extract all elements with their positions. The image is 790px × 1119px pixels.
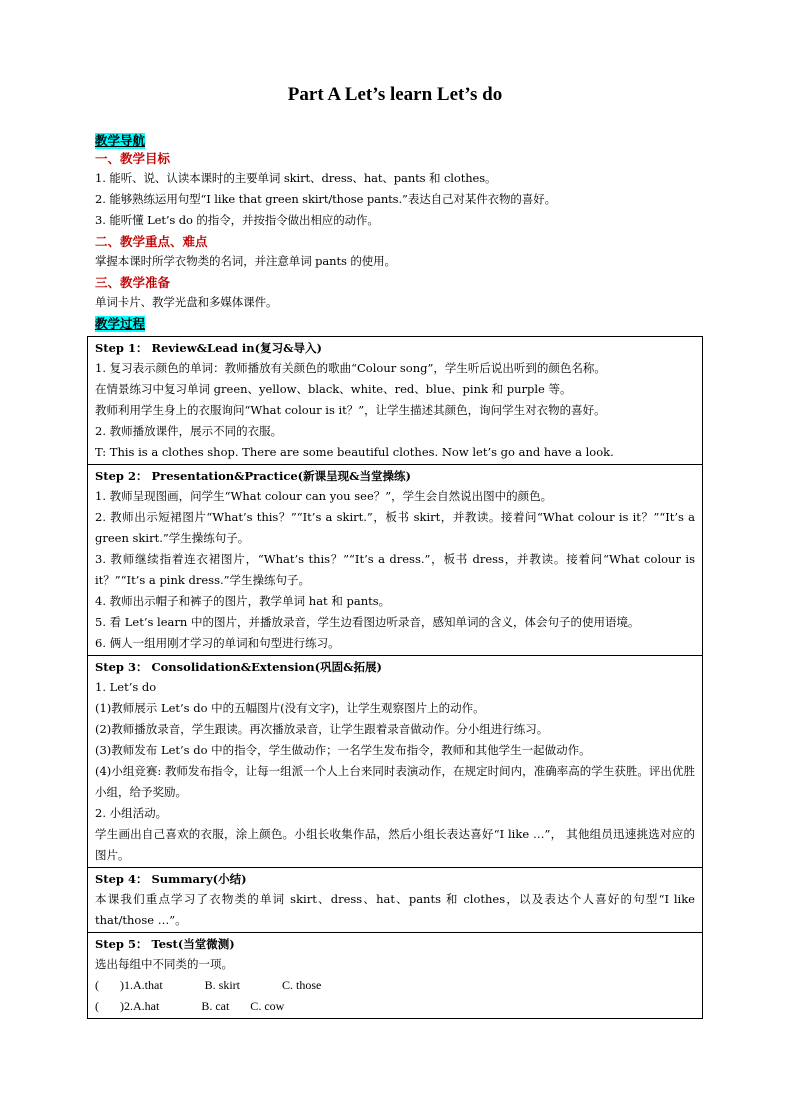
step-line: 2. 教师出示短裙图片“What’s this？”“It’s a skirt.”，板书 skirt，并教读。接着问“What colour is it？”“It’s a green skirt.”学生操练句子。: [95, 510, 695, 545]
step-line: 教师利用学生身上的衣服询问“What colour is it？”，让学生描述其颜色，询问学生对衣物的喜好。: [95, 403, 606, 417]
preparation-heading: 三、教学准备: [95, 275, 171, 290]
preparation-line: 单词卡片、教学光盘和多媒体课件。: [95, 295, 278, 309]
step-2-row: [88, 465, 703, 656]
test-question: ( )2.A.hat B. cat C. cow: [95, 999, 285, 1013]
step-line: 在情景练习中复习单词 green、yellow、black、white、red、blue、pink 和 purple 等。: [95, 382, 572, 396]
step-line: (2)教师播放录音，学生跟读。再次播放录音，让学生跟着录音做动作。分小组进行练习。: [95, 722, 549, 736]
step-2-title: Step 2： Presentation&Practice(新课呈现&当堂操练): [95, 469, 411, 483]
teaching-guide: [95, 130, 703, 331]
page-title: Part A Let’s learn Let’s do: [287, 84, 503, 105]
objectives-heading: 一、教学目标: [95, 151, 171, 166]
objective-line: 1. 能听、说、认读本课时的主要单词 skirt、dress、hat、pants 和 clothes。: [95, 171, 497, 185]
step-line: 2. 教师播放课件，展示不同的衣服。: [95, 424, 283, 438]
step-line: 5. 看 Let’s learn 中的图片，并播放录音，学生边看图边听录音，感知单词的含义，体会句子的使用语境。: [95, 615, 640, 629]
step-1-title: Step 1： Review&Lead in(复习&导入): [95, 341, 322, 355]
step-line: 1. 教师呈现图画，问学生“What colour can you see？”，学生会自然说出图中的颜色。: [95, 489, 553, 503]
step-line: T: This is a clothes shop. There are some beautiful clothes. Now let’s go and have a look.: [95, 445, 614, 459]
guide-label: 教学导航: [95, 133, 146, 148]
teaching-process-table: [87, 336, 703, 1019]
step-line: 选出每组中不同类的一项。: [95, 957, 233, 971]
test-question: ( )1.A.that B. skirt C. those: [95, 978, 322, 992]
step-line: 学生画出自己喜欢的衣服，涂上颜色。小组长收集作品，然后小组长表达喜好“I like …”， 其他组员迅速挑选对应的图片。: [95, 827, 695, 862]
step-line: 本课我们重点学习了衣物类的单词 skirt、dress、hat、pants 和 clothes，以及表达个人喜好的句型“I like that/those …”。: [95, 892, 695, 927]
process-label: 教学过程: [95, 316, 146, 331]
step-4-title: Step 4： Summary(小结): [95, 872, 247, 886]
step-line: 3. 教师继续指着连衣裙图片，“What’s this？”“It’s a dress.”，板书 dress，并教读。接着问“What colour is it？”“It’s a pink dress.”学生操练句子。: [95, 552, 695, 587]
key-point-line: 掌握本课时所学衣物类的名词，并注意单词 pants 的使用。: [95, 254, 396, 268]
step-4-row: [88, 868, 703, 933]
step-5-title: Step 5： Test(当堂微测): [95, 937, 235, 951]
step-line: 4. 教师出示帽子和裤子的图片，教学单词 hat 和 pants。: [95, 594, 391, 608]
step-3-row: [88, 656, 703, 868]
key-points-heading: 二、教学重点、难点: [95, 234, 208, 249]
step-line: 1. Let’s do: [95, 680, 157, 694]
step-5-row: [88, 933, 703, 1019]
objective-line: 2. 能够熟练运用句型“I like that green skirt/those pants.”表达自己对某件衣物的喜好。: [95, 192, 557, 206]
step-line: (1)教师展示 Let’s do 中的五幅图片(没有文字)，让学生观察图片上的动作。: [95, 701, 485, 715]
step-line: (3)教师发布 Let’s do 中的指令，学生做动作；一名学生发布指令，教师和其他学生一起做动作。: [95, 743, 591, 757]
objective-line: 3. 能听懂 Let’s do 的指令，并按指令做出相应的动作。: [95, 213, 379, 227]
step-line: 6. 俩人一组用刚才学习的单词和句型进行练习。: [95, 636, 340, 650]
step-3-title: Step 3： Consolidation&Extension(巩固&拓展): [95, 660, 382, 674]
step-line: 1. 复习表示颜色的单词：教师播放有关颜色的歌曲“Colour song”，学生听后说出听到的颜色名称。: [95, 361, 606, 375]
step-1-row: [88, 337, 703, 465]
step-line: (4)小组竞赛: 教师发布指令，让每一组派一个人上台来同时表演动作，在规定时间内，准确率高的学生获胜。评出优胜小组，给予奖励。: [95, 764, 695, 799]
step-line: 2. 小组活动。: [95, 806, 168, 820]
